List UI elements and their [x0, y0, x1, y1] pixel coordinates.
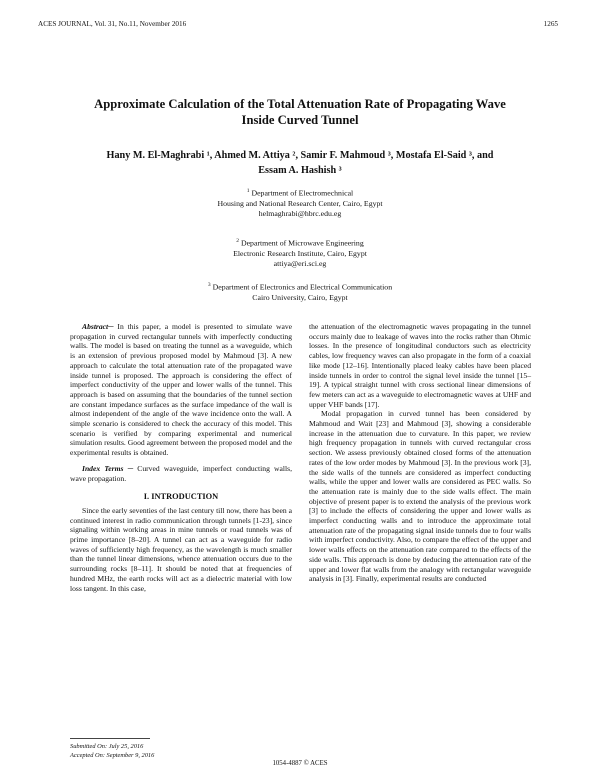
affiliation-2-sup: 2 [236, 238, 240, 244]
issn-footer: 1054-4887 © ACES [272, 760, 328, 767]
index-terms-dash: ─ [127, 463, 134, 473]
affiliation-1-sup: 1 [246, 188, 250, 194]
right-column [309, 322, 531, 584]
submitted-date: Submitted On: July 25, 2016 [70, 743, 144, 750]
affiliation-1-email: helmaghrabi@hbrc.edu.eg [258, 209, 342, 218]
abstract [70, 322, 292, 458]
affiliation-2-email: attiya@eri.sci.eg [273, 259, 327, 268]
affiliation-2-line-1: Department of Microwave Engineering [240, 238, 364, 248]
affiliation-1-line-1: Department of Electromechnical [251, 188, 354, 198]
submission-dates [70, 743, 154, 761]
affiliation-2 [40, 236, 560, 269]
intro-paragraph-3: Modal propagation in curved tunnel has been considered by Mahmoud and Wait [23] and Mahmoud [3], showing a considerable increase in the attenuation due to curvature. In this paper, we review high frequency propagation in tunnels with curved rectangular cross section. We assess previously obtained closed forms of the attenuation rates of the low order modes by Mahmoud [3]. In the previous work [3], the side walls of the tunnels are considered as imperfect conducting walls, while the upper and lower walls are considered as PEC walls. So the attenuation rate is mainly due to the side walls effect. The main objective of present paper is to extend the analysis of the previous work [3] to include the effects of considering the upper and lower walls as imperfect conducting walls and to introduce the approximate total attenuation rate of the propagating signal inside tunnels due to four walls with imperfect conductivity. Also, to compare the effect of the upper and lower walls effects on the attenuation rate compared to the effects of the side walls. This approach is done by deducing the attenuation rate of the upper and lower flat walls from the analogy with rectangular waveguide analysis in [3]. Finally, experimental results are conducted [309, 409, 531, 584]
authors-line-1: Hany M. El-Maghrabi ¹, Ahmed M. Attiya ², Samir F. Mahmoud ³, Mostafa El-Said ³, and [106, 150, 494, 161]
index-terms-text: Curved waveguide, imperfect conducting walls, wave propagation. [70, 463, 292, 483]
affiliation-3-line-1: Department of Electronics and Electrical Communication [212, 282, 393, 292]
left-column [70, 322, 292, 593]
section-heading-introduction: I. INTRODUCTION [143, 492, 219, 502]
affiliation-3-sup: 3 [207, 282, 211, 288]
affiliation-2-line-2: Electronic Research Institute, Cairo, Egypt [233, 248, 367, 258]
footnote-rule [70, 738, 150, 739]
affiliation-3 [40, 280, 560, 303]
abstract-label: Abstract [82, 322, 109, 331]
index-terms [70, 464, 292, 483]
page-number: 1265 [543, 20, 558, 28]
paper-title [40, 96, 560, 128]
author-list [40, 148, 560, 178]
index-terms-label: Index Terms [82, 463, 124, 473]
title-line-1: Approximate Calculation of the Total Attenuation Rate of Propagating Wave [94, 97, 506, 111]
abstract-dash: ─ [108, 322, 114, 331]
affiliation-1-line-2: Housing and National Research Center, Cairo, Egypt [217, 198, 383, 208]
intro-paragraph-1: Since the early seventies of the last century till now, there has been a continued interest in radio communication through tunnels [1-23], since signaling within working areas in mine tunnels or road tunnels was of prime importance [8–20]. A tunnel can act as a waveguide for radio waves of sufficiently high frequency, as the wavelength is much smaller than the tunnel linear dimensions, whence attenuation occurs due to the surrounding rocks [8–11]. It should be noted that at frequencies of hundred MHz, the earth rocks will act as a dielectric material with low loss tangent. In this case, [70, 505, 292, 593]
affiliation-3-line-2: Cairo University, Cairo, Egypt [252, 292, 348, 302]
accepted-date: Accepted On: September 9, 2016 [70, 751, 155, 759]
title-line-2: Inside Curved Tunnel [241, 113, 359, 127]
abstract-text: In this paper, a model is presented to simulate wave propagation in curved rectangular tunnels with imperfectly conducting walls. The model is based on treating the tunnel as a waveguide, which is an extension of previous proposed model by Mahmoud [3]. A new approach to calculate the total attenuation rate of the propagated wave inside tunnel is proposed. The approach is considering the effect of imperfect conductivity of the upper and lower walls of the tunnel. This approach is based on assuming that the boundaries of the tunnel section are constant impedance surfaces as the surface impedance of the wall is almost independent of the angle of the wave incidence onto the wall. A simple scenario is considered to check the accuracy of this model. This scenario is verified by comparing experimental and numerical simulation results. Good agreement between the proposed model and the experimental results is obtained. [70, 322, 292, 458]
intro-paragraph-2: the attenuation of the electromagnetic waves propagating in the tunnel occurs mainly due to leakage of waves into the rocks rather than Ohmic losses. In the presence of longitudinal conductors such as electricity cables, low frequency waves can also propagate in the form of a coaxial like mode [12–16]. Intentionally placed leaky cables have been placed inside tunnels in order to control the signal level inside the tunnel [15–19]. A typical straight tunnel with cross sectional linear dimensions of few meters can act as a waveguide to electromagnetic waves at UHF and upper VHF bands [17]. [309, 322, 531, 409]
authors-line-2: Essam A. Hashish ³ [258, 165, 342, 176]
journal-header: ACES JOURNAL, Vol. 31, No.11, November 2016 [38, 20, 187, 28]
affiliation-1 [40, 186, 560, 219]
